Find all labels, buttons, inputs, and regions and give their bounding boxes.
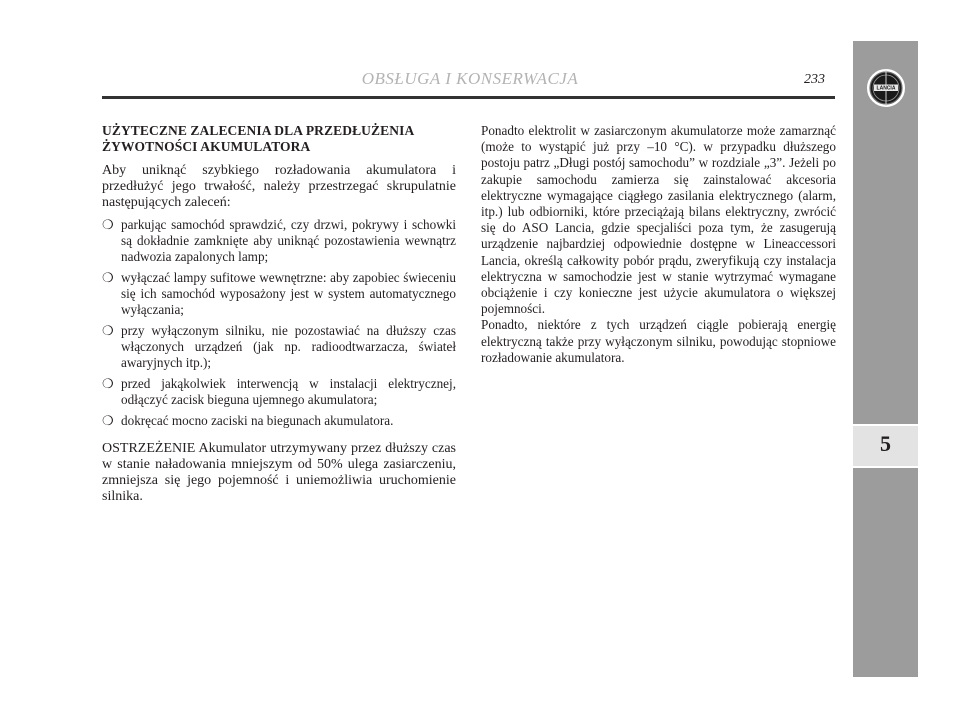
bullet-circle-icon: ❍ — [102, 375, 114, 391]
list-item-text: wyłączać lampy sufitowe wewnętrzne: aby zapobiec świeceniu się ich samochód wyposażony jest w system automatycznego wyłączania; — [121, 269, 456, 317]
list-item — [102, 413, 456, 429]
list-item-text: przy wyłączonym silniku, nie pozostawiać na dłuższy czas włączonych urządzeń (jak np. radioodtwarzacza, świateł awaryjnych itp.); — [121, 322, 456, 370]
chapter-side-strip — [853, 41, 918, 677]
list-item — [102, 270, 456, 318]
list-item — [102, 217, 456, 265]
list-item-text: przed jakąkolwiek interwencją w instalacji elektrycznej, odłączyć zacisk bieguna ujemnego akumulatora; — [121, 375, 456, 407]
body-paragraph: Ponadto, niektóre z tych urządzeń ciągle pobierają energię elektryczną także przy wyłączonym silniku, powodując stopniowe rozładowanie akumulatora. — [481, 317, 836, 365]
bullet-circle-icon: ❍ — [102, 412, 114, 428]
section-heading-line1: UŻYTECZNE ZALECENIA DLA PRZEDŁUŻENIA — [102, 123, 415, 138]
section-heading — [102, 123, 456, 155]
list-item — [102, 323, 456, 371]
chapter-number: 5 — [880, 431, 891, 456]
left-column — [102, 123, 456, 505]
bullet-circle-icon: ❍ — [102, 322, 114, 338]
logo-wordmark: LANCIA — [876, 85, 896, 92]
warning-paragraph: OSTRZEŻENIE Akumulator utrzymywany przez dłuższy czas w stanie naładowania mniejszym od 50% ulega zasiarczeniu, zmniejsza się jego pojemność i uniemożliwia uruchomienie silnika. — [102, 440, 456, 505]
lancia-logo — [866, 66, 906, 110]
side-strip-gap-bottom — [853, 466, 918, 468]
right-column — [481, 123, 836, 366]
list-item-text: parkując samochód sprawdzić, czy drzwi, pokrywy i schowki są dokładnie zamknięte aby uniknąć pozostawienia wewnątrz nadwozia zapalonych lamp; — [121, 216, 456, 264]
tips-list — [102, 217, 456, 429]
header-rule — [102, 96, 835, 99]
running-header-title: OBSŁUGA I KONSERWACJA — [361, 69, 579, 88]
list-item-text: dokręcać mocno zaciski na biegunach akumulatora. — [121, 412, 394, 428]
bullet-circle-icon: ❍ — [102, 216, 114, 232]
list-item — [102, 376, 456, 408]
intro-paragraph: Aby uniknąć szybkiego rozładowania akumulatora i przedłużyć jego trwałość, należy przestrzegać skrupulatnie następujących zaleceń: — [102, 163, 456, 211]
bullet-circle-icon: ❍ — [102, 269, 114, 285]
page-number: 233 — [804, 72, 825, 87]
body-paragraph: Ponadto elektrolit w zasiarczonym akumulatorze może zamarznąć (może to wystąpić już przy –10 °C). w przypadku dłuższego postoju patrz „Długi postój samochodu” w rozdziale „3”. Jeżeli po zakupie samochodu zamierza się zainstalować akcesoria elektryczne wymagające ciągłego zasilania elektrycznego (alarm, itp.) lub odbiorniki, które przeciążają bilans elektryczny, zwrócić się do ASO Lancia, gdzie specjaliści poza tym, że zasugerują urządzenie najbardziej odpowiednie dostępne w Lineaccessori Lancia, określą całkowity pobór prądu, zweryfikują czy instalacja elektryczna w samochodzie jest w stanie wytrzymać wymagane obciążenie i czy konieczne jest użycie akumulatora o większej pojemności. — [481, 123, 836, 317]
section-heading-line2: ŻYWOTNOŚCI AKUMULATORA — [102, 139, 311, 154]
